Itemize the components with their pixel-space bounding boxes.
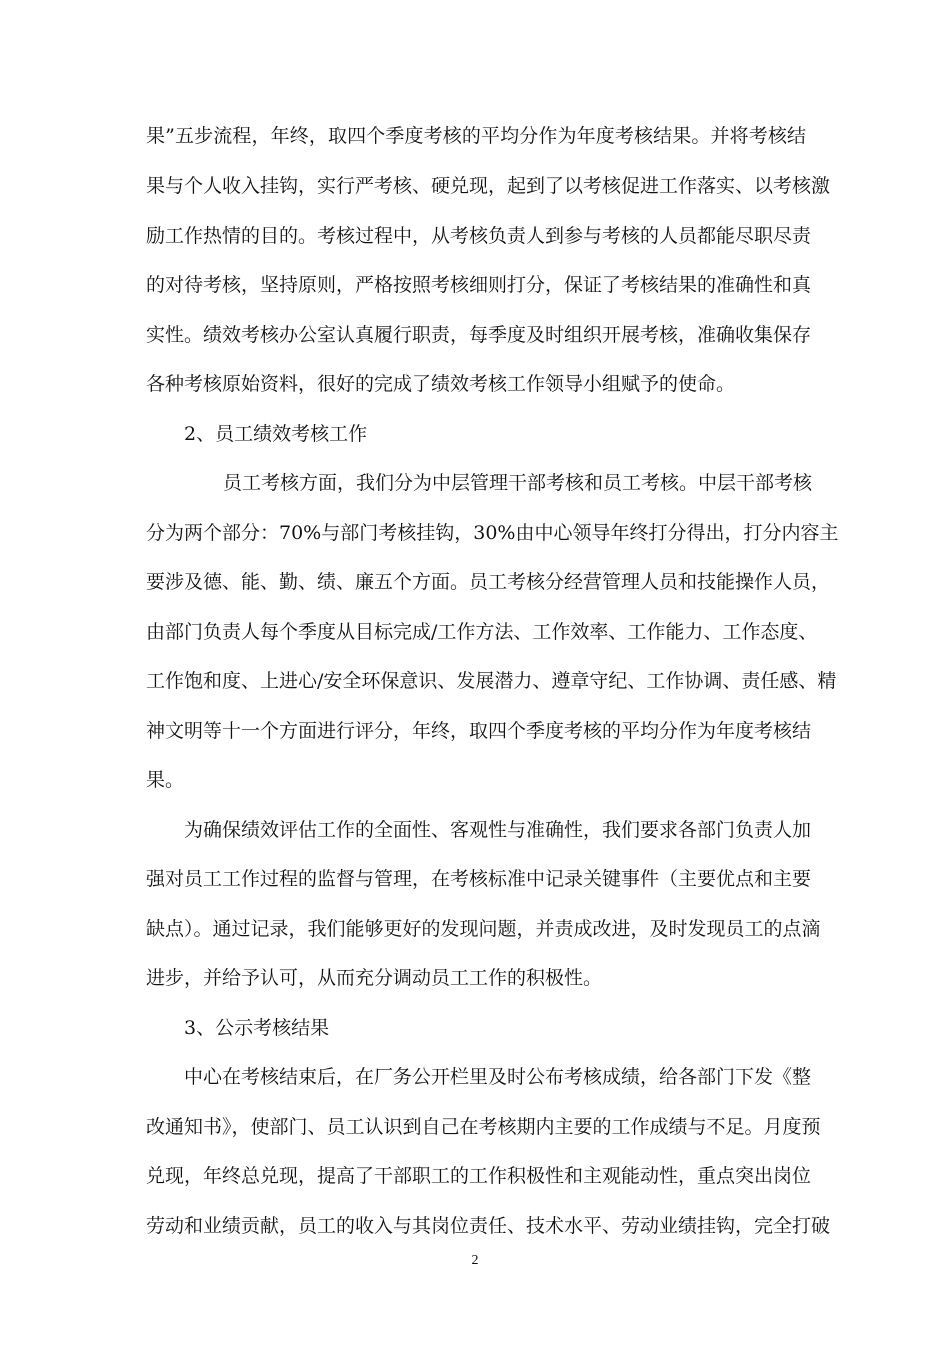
text-line-16: 强对员工工作过程的监督与管理，在考核标准中记录关键事件（主要优点和主要 (146, 868, 812, 890)
text-line-10: 要涉及德、能、勤、绩、廉五个方面。员工考核分经营管理人员和技能操作人员， (146, 571, 831, 593)
text-line-15: 为确保绩效评估工作的全面性、客观性与准确性，我们要求各部门负责人加 (184, 819, 812, 841)
text-line-22: 兑现，年终总兑现，提高了干部职工的工作积极性和主观能动性，重点突出岗位 (146, 1165, 812, 1187)
text-line-5: 实性。绩效考核办公室认真履行职责，每季度及时组织开展考核，准确收集保存 (146, 324, 812, 346)
text-line-11: 由部门负责人每个季度从目标完成/工作方法、工作效率、工作能力、工作态度、 (146, 621, 818, 643)
text-line-17: 缺点）。通过记录，我们能够更好的发现问题，并责成改进，及时发现员工的点滴 (146, 918, 821, 940)
text-line-13: 神文明等十一个方面进行评分，年终，取四个季度考核的平均分作为年度考核结 (146, 720, 812, 742)
text-line-3: 励工作热情的目的。考核过程中，从考核负责人到参与考核的人员都能尽职尽责 (146, 225, 812, 247)
text-line-23: 劳动和业绩贡献，员工的收入与其岗位责任、技术水平、劳动业绩挂钩，完全打破 (146, 1215, 831, 1237)
text-line-21: 改通知书》，使部门、员工认识到自己在考核期内主要的工作成绩与不足。月度预 (146, 1116, 821, 1138)
text-line-8: 员工考核方面，我们分为中层管理干部考核和员工考核。中层干部考核 (223, 472, 813, 494)
section-heading-3: 3、公示考核结果 (184, 1017, 330, 1039)
section-heading-2: 2、员工绩效考核工作 (184, 423, 368, 445)
text-line-4: 的对待考核，坚持原则，严格按照考核细则打分，保证了考核结果的准确性和真 (146, 274, 812, 296)
text-line-20: 中心在考核结束后，在厂务公开栏里及时公布考核成绩，给各部门下发《整 (184, 1066, 812, 1088)
page-number: 2 (471, 1253, 479, 1268)
text-line-1: 果”五步流程，年终，取四个季度考核的平均分作为年度考核结果。并将考核结 (146, 125, 806, 147)
text-line-2: 果与个人收入挂钩，实行严考核、硬兑现，起到了以考核促进工作落实、以考核激 (146, 175, 831, 197)
text-line-14: 果。 (146, 769, 185, 791)
text-line-6: 各种考核原始资料，很好的完成了绩效考核工作领导小组赋予的使命。 (146, 373, 736, 395)
text-line-18: 进步，并给予认可，从而充分调动员工工作的积极性。 (146, 967, 603, 989)
text-line-9: 分为两个部分：70%与部门考核挂钩，30%由中心领导年终打分得出，打分内容主 (146, 522, 839, 544)
text-line-12: 工作饱和度、上进心/安全环保意识、发展潜力、遵章守纪、工作协调、责任感、精 (146, 670, 837, 692)
